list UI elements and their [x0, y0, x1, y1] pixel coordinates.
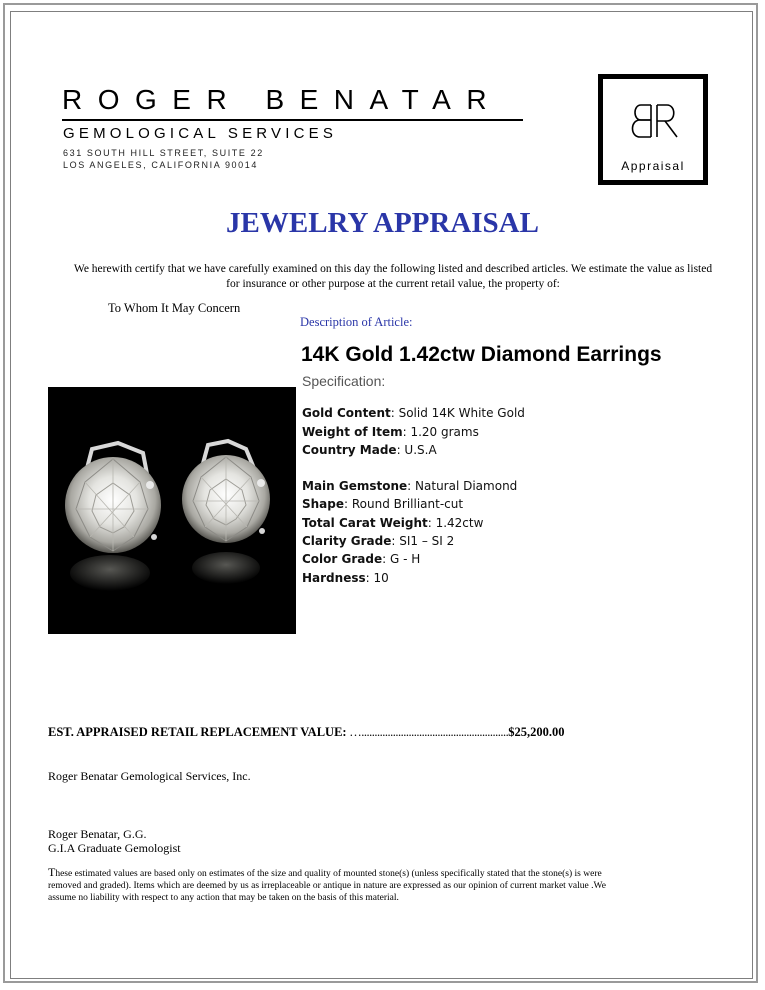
spec-value: : 10 — [365, 571, 389, 585]
br-monogram-icon — [627, 101, 683, 141]
spec-label: Gold Content — [302, 406, 391, 420]
signatory-name: Roger Benatar, G.G. — [48, 827, 147, 841]
spec-value: : G - H — [382, 552, 421, 566]
spec-label: Country Made — [302, 443, 397, 457]
spec-label: Shape — [302, 497, 345, 511]
spec-value: : U.S.A — [396, 443, 437, 457]
appraisal-logo — [598, 74, 708, 185]
diamond-earrings-image — [48, 387, 296, 634]
spec-weight — [302, 425, 479, 439]
spec-label: Clarity Grade — [302, 534, 392, 548]
spec-clarity — [302, 534, 454, 548]
spec-label: Main Gemstone — [302, 479, 408, 493]
disclaimer-initial: T — [48, 865, 56, 879]
spec-value: : 1.20 grams — [402, 425, 479, 439]
spec-label: Color Grade — [302, 552, 383, 566]
spec-label: Total Carat Weight — [302, 516, 428, 530]
spec-carat-weight — [302, 516, 483, 530]
earrings-photo — [48, 387, 296, 634]
logo-label: Appraisal — [621, 159, 685, 173]
spec-color — [302, 552, 420, 566]
spec-value: : Natural Diamond — [407, 479, 518, 493]
spec-label: Weight of Item — [302, 425, 403, 439]
certification-text: We herewith certify that we have carefully examined on this day the following listed and described articles. We estimate the value as listed for insurance or other purpose at the current retail value, the property of: — [73, 263, 713, 290]
specification-label: Specification: — [302, 373, 386, 389]
recipient: To Whom It May Concern — [108, 301, 241, 315]
spec-country — [302, 443, 437, 457]
address-line-1: 631 SOUTH HILL STREET, SUITE 22 — [63, 148, 264, 158]
spec-label: Hardness — [302, 571, 366, 585]
description-label: Description of Article: — [300, 315, 413, 329]
value-label: EST. APPRAISED RETAIL REPLACEMENT VALUE: — [48, 725, 347, 739]
disclaimer — [48, 866, 628, 904]
signatory-title: G.I.A Graduate Gemologist — [48, 841, 181, 855]
company-name: ROGER BENATAR — [62, 84, 503, 115]
disclaimer-text: hese estimated values are based only on estimates of the size and quality of mounted stone(s) (unless specifically stated that the stone(s) is were removed and graded). Items which are deemed by us as irreplaceable or antique in nature are expressed as our opinion of current market value .We assume no liability with respect to any action that may be taken on the basis of this material. — [48, 869, 606, 903]
appraised-value-line — [48, 725, 564, 740]
header-rule — [62, 119, 523, 121]
spec-hardness — [302, 571, 389, 585]
spec-value: : Solid 14K White Gold — [390, 406, 525, 420]
address-line-2: LOS ANGELES, CALIFORNIA 90014 — [63, 160, 258, 170]
value-leader-dots: …........................................................ — [346, 725, 509, 739]
document-title: JEWELRY APPRAISAL — [226, 207, 539, 239]
spec-main-gemstone — [302, 479, 517, 493]
spec-shape — [302, 497, 463, 511]
value-amount: $25,200.00 — [508, 725, 565, 739]
spec-value: : Round Brilliant-cut — [344, 497, 464, 511]
company-line: Roger Benatar Gemological Services, Inc. — [48, 769, 251, 783]
company-subtitle: GEMOLOGICAL SERVICES — [63, 125, 338, 142]
spec-gold-content — [302, 406, 525, 420]
spec-value: : 1.42ctw — [427, 516, 484, 530]
item-title: 14K Gold 1.42ctw Diamond Earrings — [301, 343, 662, 366]
spec-value: : SI1 – SI 2 — [391, 534, 455, 548]
